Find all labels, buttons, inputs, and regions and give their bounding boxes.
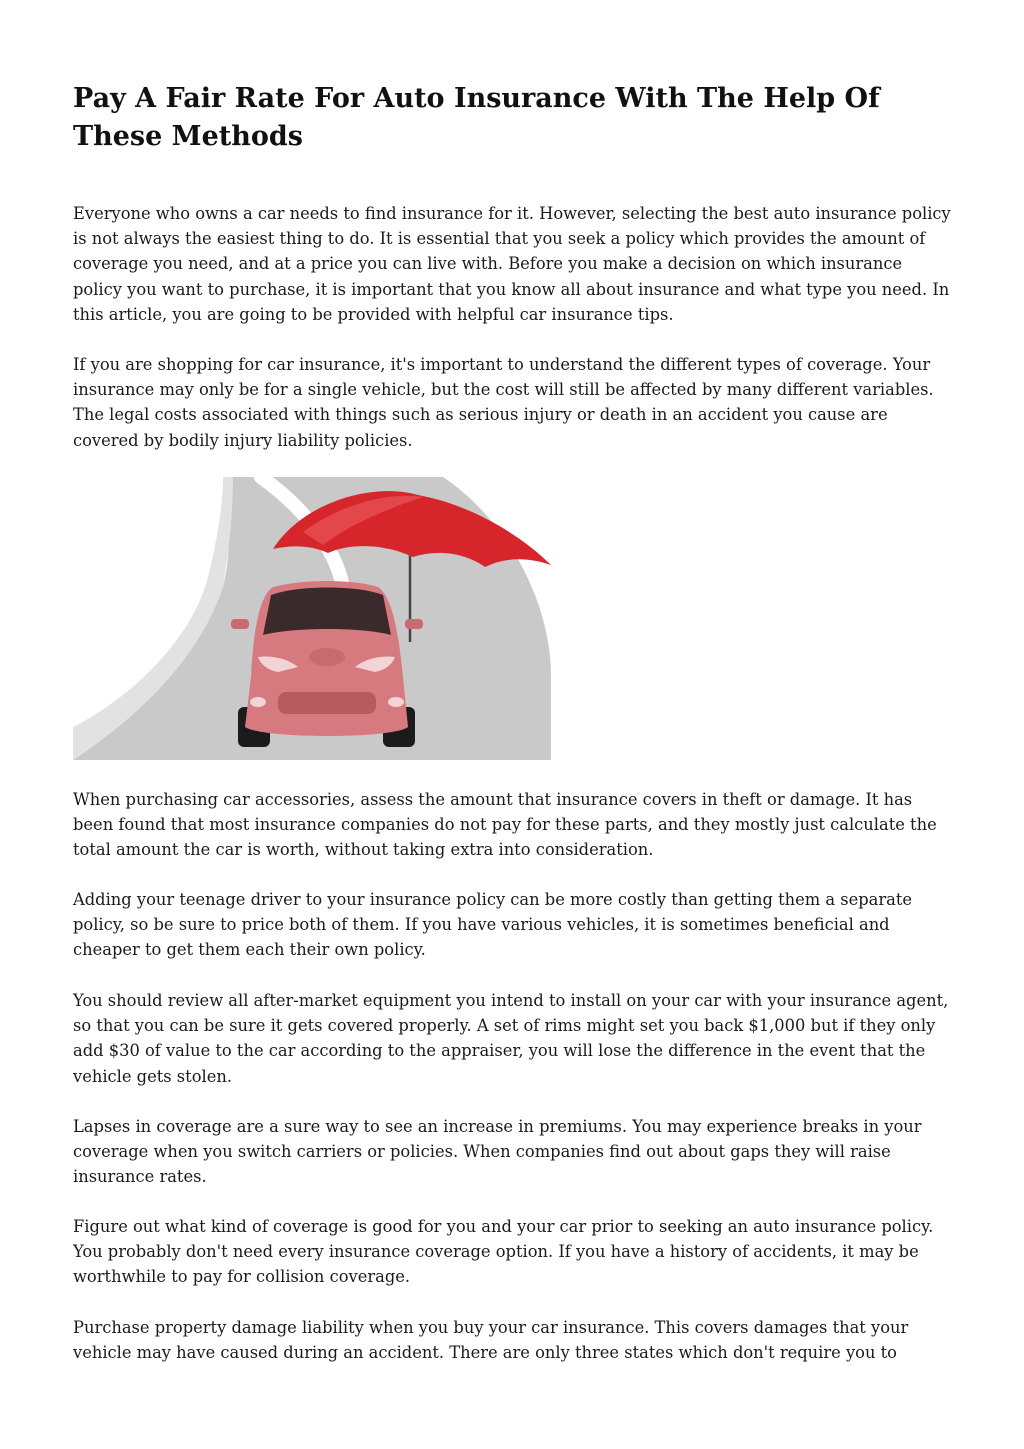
paragraph-property-damage: Purchase property damage liability when you buy your car insurance. This covers damages that your vehicle may have caused during an accident. There are only three states which don't require you to bbox=[73, 1318, 909, 1363]
car-umbrella-image bbox=[73, 477, 551, 760]
car-under-umbrella-illustration bbox=[73, 477, 551, 760]
paragraph-teenage-driver: Adding your teenage driver to your insurance policy can be more costly than getting them a separate policy, so be sure to price both of them. If you have various vehicles, it is sometimes beneficial and cheaper to get them each their own policy. bbox=[73, 890, 913, 960]
paragraph-after-market: You should review all after-market equipment you intend to install on your car with your insurance agent, so that you can be sure it gets covered properly. A set of rims might set you back $1,000 but if they only add $30 of value to the car according to the appraiser, you will lose the difference in the event that the vehicle gets stolen. bbox=[73, 991, 949, 1086]
article-title: Pay A Fair Rate For Auto Insurance With The Help Of These Methods bbox=[73, 83, 880, 152]
paragraph-coverage-choice: Figure out what kind of coverage is good for you and your car prior to seeking an auto insurance policy. You probably don't need every insurance coverage option. If you have a history of accidents, it may be worthwhile to pay for collision coverage. bbox=[73, 1217, 934, 1287]
paragraph-coverage-lapses: Lapses in coverage are a sure way to see an increase in premiums. You may experience breaks in your coverage when you switch carriers or policies. When companies find out about gaps they will raise insurance rates. bbox=[73, 1117, 922, 1187]
paragraph-intro: Everyone who owns a car needs to find insurance for it. However, selecting the best auto insurance policy is not always the easiest thing to do. It is essential that you seek a policy which provides the amount of coverage you need, and at a price you can live with. Before you make a decision on which insurance policy you want to purchase, it is important that you know all about insurance and what type you need. In this article, you are going to be provided with helpful car insurance tips. bbox=[73, 204, 951, 324]
paragraph-coverage-types: If you are shopping for car insurance, it's important to understand the different types of coverage. Your insurance may only be for a single vehicle, but the cost will still be affected by many different variables. The legal costs associated with things such as serious injury or death in an accident you cause are covered by bodily injury liability policies. bbox=[73, 355, 934, 450]
paragraph-accessories: When purchasing car accessories, assess the amount that insurance covers in theft or damage. It has been found that most insurance companies do not pay for these parts, and they mostly just calculate the total amount the car is worth, without taking extra into consideration. bbox=[73, 790, 937, 860]
